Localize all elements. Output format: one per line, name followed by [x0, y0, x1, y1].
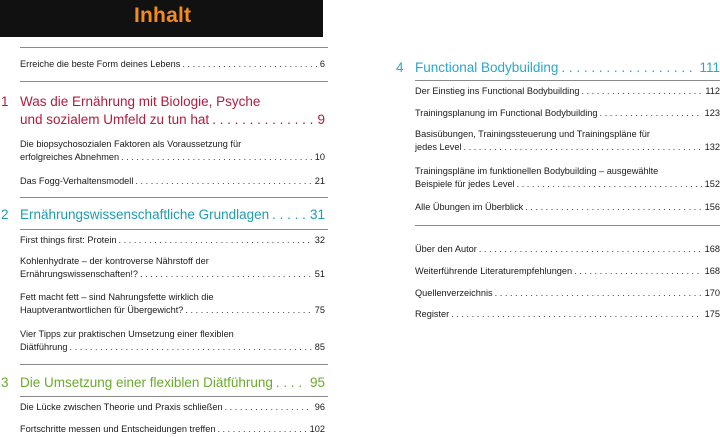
- toc-entry-intro[interactable]: [20, 58, 325, 71]
- dot-leader: [574, 265, 702, 278]
- entry-label: Die Lücke zwischen Theorie und Praxis schließen: [20, 402, 223, 412]
- chapter-2-heading[interactable]: [1, 206, 325, 224]
- dot-leader: [140, 268, 312, 281]
- chapter-title: Functional Bodybuilding: [415, 60, 559, 75]
- entry-page: 10: [314, 152, 325, 162]
- entry-page: 112: [705, 86, 720, 96]
- toc-entry[interactable]: [20, 291, 325, 317]
- chapter-3-heading[interactable]: [1, 374, 325, 392]
- divider: [415, 80, 720, 81]
- entry-page: 152: [704, 179, 720, 189]
- entry-page: 168: [704, 244, 720, 254]
- dot-leader: [135, 175, 311, 188]
- entry-label: Alle Übungen im Überblick: [415, 202, 524, 212]
- chapter-number: 3: [1, 375, 9, 390]
- dot-leader: [182, 58, 317, 71]
- entry-page: 132: [704, 142, 720, 152]
- dot-leader: [463, 141, 701, 154]
- chapter-1-heading[interactable]: [1, 93, 325, 129]
- entry-label-line1: Fett macht fett – sind Nahrungsfette wirklich die: [20, 292, 214, 302]
- toc-entry[interactable]: [415, 165, 720, 191]
- dot-leader: [225, 401, 312, 414]
- toc-entry-literature[interactable]: [415, 265, 720, 278]
- toc-entry-register[interactable]: [415, 308, 720, 321]
- toc-entry[interactable]: [415, 201, 720, 214]
- chapter-page: 111: [699, 60, 720, 75]
- divider: [20, 229, 328, 230]
- divider: [20, 47, 328, 48]
- entry-label: Das Fogg-Verhaltensmodell: [20, 176, 134, 186]
- dot-leader: [495, 287, 702, 300]
- toc-entry[interactable]: [415, 85, 720, 98]
- divider: [20, 396, 328, 397]
- chapter-number: 2: [1, 207, 9, 222]
- divider: [20, 81, 328, 82]
- entry-page: 21: [314, 176, 325, 186]
- dot-leader: [479, 243, 702, 256]
- chapter-4-heading[interactable]: [396, 59, 720, 77]
- dot-leader: [276, 374, 306, 392]
- entry-label-line1: Vier Tipps zur praktischen Umsetzung einer flexiblen: [20, 329, 234, 339]
- entry-page: 85: [314, 342, 325, 352]
- dot-leader: [561, 59, 695, 77]
- page-title: Inhalt: [134, 4, 192, 27]
- entry-label-line2: erfolgreiches Abnehmen: [20, 152, 120, 162]
- entry-label-line2: jedes Level: [415, 142, 462, 152]
- toc-entry-sources[interactable]: [415, 287, 720, 300]
- dot-leader: [525, 201, 701, 214]
- toc-entry[interactable]: [20, 401, 325, 414]
- entry-label: Register: [415, 309, 450, 319]
- dot-leader: [217, 423, 306, 436]
- toc-entry[interactable]: [20, 328, 325, 354]
- chapter-page: 95: [309, 375, 325, 390]
- dot-leader: [70, 341, 312, 354]
- entry-label-line1: Basisübungen, Trainingssteuerung und Trainingspläne für: [415, 129, 650, 139]
- entry-label: Erreiche die beste Form deines Lebens: [20, 59, 181, 69]
- dot-leader: [212, 111, 313, 129]
- entry-label: First things first: Protein: [20, 235, 117, 245]
- entry-label: Trainingsplanung im Functional Bodybuilding: [415, 108, 598, 118]
- entry-page: 96: [314, 402, 325, 412]
- entry-label-line2: Hauptverantwortlichen für Übergewicht?: [20, 305, 184, 315]
- chapter-title: Ernährungswissenschaftliche Grundlagen: [20, 207, 270, 222]
- toc-entry[interactable]: [415, 128, 720, 154]
- toc-entry[interactable]: [20, 234, 325, 247]
- entry-page: 102: [309, 424, 325, 434]
- chapter-page: 31: [309, 207, 325, 222]
- entry-label: Quellenverzeichnis: [415, 288, 493, 298]
- chapter-title-line2: und sozialem Umfeld zu tun hat: [20, 112, 210, 127]
- chapter-number: 1: [1, 94, 9, 109]
- dot-leader: [185, 304, 311, 317]
- entry-label-line2: Ernährungswissenschaften!?: [20, 269, 138, 279]
- toc-entry[interactable]: [415, 107, 720, 120]
- entry-label-line2: Diätführung: [20, 342, 68, 352]
- toc-entry[interactable]: [20, 138, 325, 164]
- divider: [20, 197, 328, 198]
- entry-page: 175: [704, 309, 720, 319]
- dot-leader: [451, 308, 701, 321]
- chapter-title-line1: Was die Ernährung mit Biologie, Psyche: [20, 94, 261, 109]
- dot-leader: [272, 206, 306, 224]
- dot-leader: [121, 151, 312, 164]
- chapter-page: 9: [317, 112, 325, 127]
- entry-page: 170: [704, 288, 720, 298]
- toc-entry-about-author[interactable]: [415, 243, 720, 256]
- entry-page: 51: [314, 269, 325, 279]
- entry-label: Fortschritte messen und Entscheidungen treffen: [20, 424, 216, 434]
- entry-page: 75: [314, 305, 325, 315]
- divider: [415, 225, 720, 226]
- toc-entry[interactable]: [20, 255, 325, 281]
- toc-entry[interactable]: [20, 175, 325, 188]
- entry-label: Weiterführende Literaturempfehlungen: [415, 266, 573, 276]
- chapter-title: Die Umsetzung einer flexiblen Diätführung: [20, 375, 273, 390]
- divider: [20, 364, 328, 365]
- entry-label-line1: Die biopsychosozialen Faktoren als Voraussetzung für: [20, 139, 242, 149]
- entry-label-line2: Beispiele für jedes Level: [415, 179, 515, 189]
- entry-page: 123: [704, 108, 720, 118]
- dot-leader: [119, 234, 312, 247]
- entry-page: 156: [704, 202, 720, 212]
- chapter-number: 4: [396, 60, 404, 75]
- entry-page: 168: [704, 266, 720, 276]
- toc-entry[interactable]: [20, 423, 325, 436]
- dot-leader: [600, 107, 702, 120]
- dot-leader: [581, 85, 702, 98]
- entry-page: 32: [314, 235, 325, 245]
- dot-leader: [517, 178, 702, 191]
- entry-label-line1: Kohlenhydrate – der kontroverse Nährstoff der: [20, 256, 209, 266]
- entry-label-line1: Trainingspläne im funktionellen Bodybuilding – ausgewählte: [415, 166, 659, 176]
- entry-page: 6: [319, 59, 325, 69]
- entry-label: Über den Autor: [415, 244, 477, 254]
- entry-label: Der Einstieg ins Functional Bodybuilding: [415, 86, 580, 96]
